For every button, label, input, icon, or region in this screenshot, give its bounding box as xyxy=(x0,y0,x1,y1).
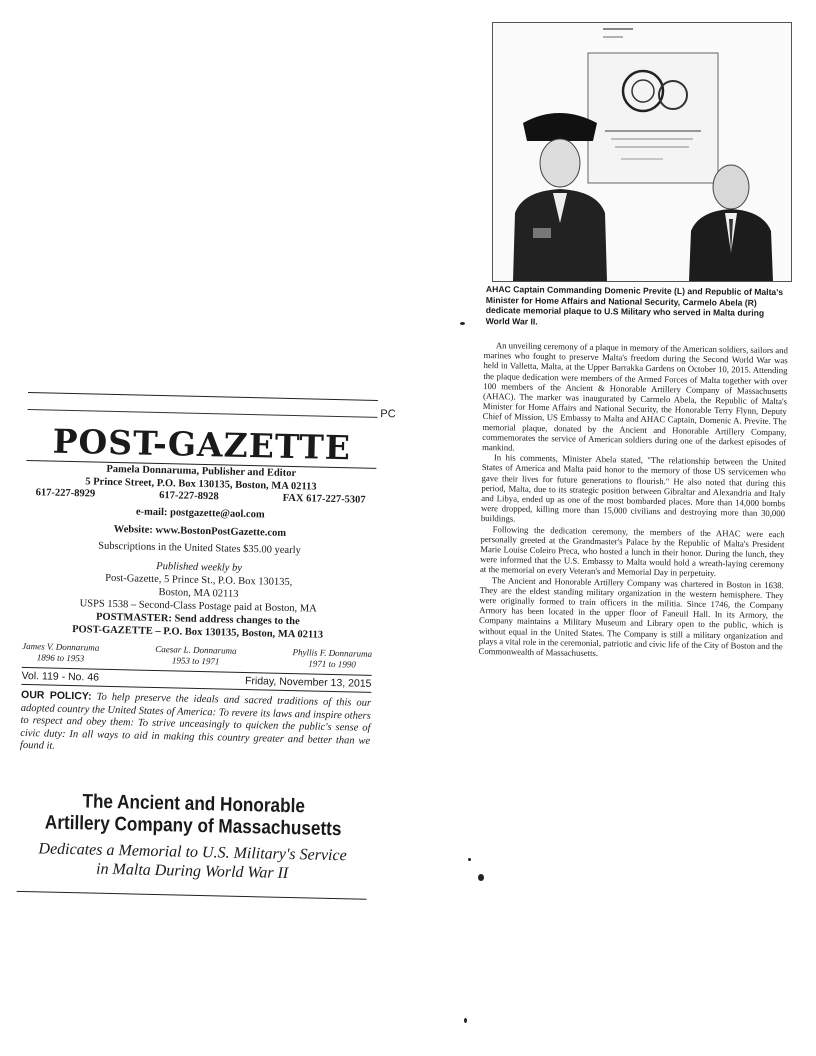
publisher: Pamela Donnaruma, Publisher and Editor xyxy=(106,463,297,480)
newspaper-title: POST-GAZETTE xyxy=(52,421,352,468)
pub-address-1: Post-Gazette, 5 Prince St., P.O. Box 130135, xyxy=(105,572,293,589)
article-paragraph: The Ancient and Honorable Artillery Company was chartered in Boston in 1638. They are the eldest standing military organization in the western hemisphere. They were originally formed to train officers in the militia. Since 1746, the Company Armory has been located in the upper floor of Faneuil Hall. In its Armory, the Company maintains a Military Museum and Library open to the public, which is without equal in the United States. The Company is still a military organization and plays a vital role in the ceremonial, patriotic and civic life of the City of Boston and the Commonwealth of Massachusetts. xyxy=(478,574,784,659)
bottom-rule xyxy=(17,890,367,899)
second-rule xyxy=(28,409,378,418)
subheadline: Dedicates a Memorial to U.S. Military's Service in Malta During World War II xyxy=(38,839,347,882)
postmaster-line: POSTMASTER: Send address changes to the xyxy=(95,611,300,628)
issue-date: Friday, November 13, 2015 xyxy=(244,675,372,690)
policy-label: OUR POLICY: xyxy=(20,688,92,703)
top-rule xyxy=(28,392,378,401)
scan-speck xyxy=(464,1018,467,1023)
policy-text: To help preserve the ideals and sacred traditions of this our adopted country the United States of America: To revere its laws and inspire others to respect and obey them: To strive unceasingly to quicken the public's sense of civic duty: In all ways to aid in making this country greater and better than we found it. xyxy=(19,691,372,752)
published-weekly: Published weekly by xyxy=(156,560,243,574)
scan-speck xyxy=(460,322,465,325)
postmaster-address: POST-GAZETTE – P.O. Box 130135, Boston, MA 02113 xyxy=(71,624,324,641)
photo-illustration xyxy=(493,23,791,281)
founder: Caesar L. Donnaruma 1953 to 1971 xyxy=(155,643,237,667)
usps-line: USPS 1538 – Second-Class Postage paid at Boston, MA xyxy=(79,598,317,615)
policy-statement xyxy=(20,689,371,760)
article-body xyxy=(478,340,787,662)
article-photo xyxy=(492,22,792,282)
email: e-mail: postgazette@aol.com xyxy=(135,506,265,521)
scan-speck xyxy=(478,874,484,881)
corner-mark: PC xyxy=(380,408,396,421)
address: 5 Prince Street, P.O. Box 130135, Boston, MA 02113 xyxy=(85,476,317,493)
article-paragraph: In his comments, Minister Abela stated, "The relationship between the United States of America and Malta paid honor to the memory of those US servicemen who gave their lives for future generations to flourish." He also noted that during this period, Malta, due to its strategic position between Gibraltar and Alexandria and Italy and Libya, ended up as one of the most bombarded places. More than 14,000 bombs were dropped, killing more than 15,000 civilians and destroying more than 30,000 buildings. xyxy=(480,452,786,525)
phone-2: 617-227-8928 xyxy=(159,490,219,503)
website: Website: www.BostonPostGazette.com xyxy=(113,523,287,539)
phone-1: 617-227-8929 xyxy=(35,487,96,500)
founders xyxy=(22,641,372,671)
scan-speck xyxy=(468,858,471,861)
pub-address-2: Boston, MA 02113 xyxy=(158,587,239,600)
founder: James V. Donnaruma 1896 to 1953 xyxy=(22,640,100,664)
fax: FAX 617-227-5307 xyxy=(282,492,366,506)
article-paragraph: An unveiling ceremony of a plaque in memory of the American soldiers, sailors and marines who fought to preserve Malta's freedom during the Second World War was held in Valletta, Malta, at the Upper Barrakka Gardens on October 10, 2015. Attending the plaque dedication were members of the Armed Forces of Malta together with over 100 members of the Ancient & Honorable Artillery Company of Massachusetts (AHAC). The marker was inaugurated by Carmelo Abela, the Republic of Malta's Minister for Home Affairs and National Security, the Honorable Terry Flynn, Deputy Chief of Mission, US Embassy to Malta and AHAC Captain, Domenic A. Previte. The memorial plaque, donated by the Ancient and Honorable Artillery Company, commemorates the service of American soldiers during one of the darkest episodes of mankind. xyxy=(482,340,788,453)
subscriptions: Subscriptions in the United States $35.00 yearly xyxy=(98,540,301,557)
article-paragraph: Following the dedication ceremony, the members of the AHAC were each personally greeted at the Grandmaster's Palace by the Republic of Malta's President Marie Louise Coleiro Preca, who hosted a lunch in their honor. During the lunch, they were informed that the U.S. Embassy to Malta would hold a wreath-laying ceremony at the memorial on every Veteran's and Memorial Day in perpetuity. xyxy=(479,523,785,579)
photo-caption: AHAC Captain Commanding Domenic Previte (L) and Republic of Malta's Minister for Home Affairs and National Security, Carmelo Abela (R) dedicate memorial plaque to U.S Military who served in Malta during World War II. xyxy=(485,284,784,327)
issue-info xyxy=(21,667,371,693)
headline: The Ancient and Honorable Artillery Company of Massachusetts xyxy=(44,789,342,840)
volume: Vol. 119 - No. 46 xyxy=(21,669,100,684)
masthead xyxy=(17,392,396,899)
founder: Phyllis F. Donnaruma 1971 to 1990 xyxy=(292,647,373,670)
